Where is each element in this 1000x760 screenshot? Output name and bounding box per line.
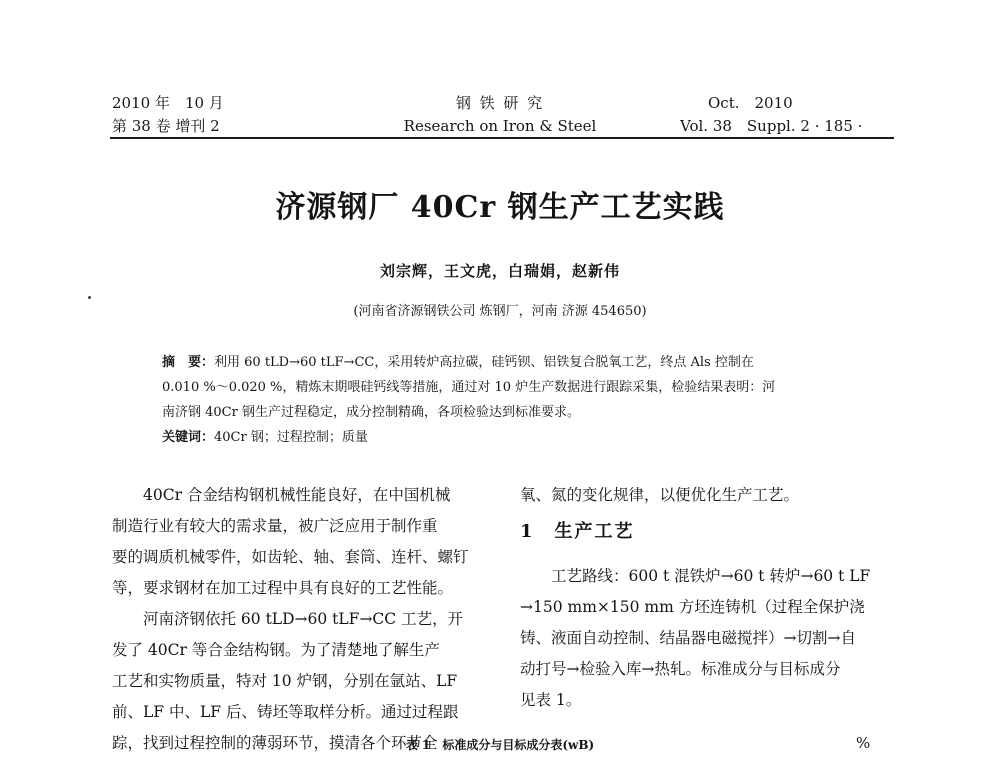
table-unit: % bbox=[856, 734, 871, 752]
journal-name-cn: 钢 铁 研 究 bbox=[455, 94, 545, 112]
left-column bbox=[112, 480, 504, 759]
section-heading: 1 生产工艺 bbox=[520, 521, 635, 542]
body-line: 河南济钢依托 60 tLD→60 tLF→CC 工艺，开 bbox=[112, 610, 464, 628]
abstract-line: 摘 要：利用 60 tLD→60 tLF→CC，采用转炉高拉碳，硅钙钡、铝铁复合脱氧工艺，终点 Als 控制在 bbox=[162, 355, 754, 370]
abstract bbox=[162, 350, 852, 450]
body-line: 动打号→检验入库→热轧。标准成分与目标成分 bbox=[520, 660, 841, 678]
journal-page-info: Vol. 38 Suppl. 2 · 185 · bbox=[680, 117, 863, 135]
body-line: 40Cr 合金结构钢机械性能良好，在中国机械 bbox=[112, 486, 451, 504]
authors: 刘宗辉，王文虎，白瑞娟，赵新伟 bbox=[379, 262, 620, 280]
journal-month-en: Oct. 2010 bbox=[708, 94, 793, 112]
keywords-line bbox=[162, 425, 852, 450]
body-line: 工艺路线：600 t 混铁炉→60 t 转炉→60 t LF bbox=[520, 567, 871, 585]
header-rule bbox=[110, 137, 894, 139]
body-line: 要的调质机械零件，如齿轮、轴、套筒、连杆、螺钉 bbox=[112, 548, 469, 566]
abstract-line: 南济钢 40Cr 钢生产过程稳定，成分控制精确，各项检验达到标准要求。 bbox=[162, 405, 580, 420]
abstract-line: 0.010 %～0.020 %，精炼末期喂硅钙线等措施，通过对 10 炉生产数据进行跟踪采集，检验结果表明：河 bbox=[162, 380, 776, 395]
journal-volume: 第 38 卷 增刊 2 bbox=[112, 117, 220, 135]
right-column bbox=[520, 480, 902, 716]
journal-date: 2010 年 10 月 bbox=[112, 94, 224, 112]
page-title: 济源钢厂 40Cr 钢生产工艺实践 bbox=[275, 190, 725, 225]
scan-speck bbox=[88, 296, 91, 299]
body-line: 工艺和实物质量，特对 10 炉钢，分别在氩站、LF bbox=[112, 672, 458, 690]
table-caption: 表 1 标准成分与目标成分表(wB) bbox=[405, 738, 595, 752]
body-line: 见表 1。 bbox=[520, 691, 582, 709]
affiliation: (河南省济源钢铁公司 炼钢厂，河南 济源 454650) bbox=[353, 304, 647, 319]
abstract-label: 摘 要： bbox=[162, 355, 215, 370]
keywords: 40Cr 钢；过程控制；质量 bbox=[214, 430, 368, 445]
body-line: →150 mm×150 mm 方坯连铸机（过程全保护浇 bbox=[520, 598, 865, 616]
body-line: 发了 40Cr 等合金结构钢。为了清楚地了解生产 bbox=[112, 641, 440, 659]
body-line: 铸、液面自动控制、结晶器电磁搅拌）→切割→自 bbox=[520, 629, 856, 647]
keywords-label: 关键词： bbox=[162, 430, 215, 445]
body-line: 制造行业有较大的需求量，被广泛应用于制作重 bbox=[112, 517, 438, 535]
body-line: 等，要求钢材在加工过程中具有良好的工艺性能。 bbox=[112, 579, 454, 597]
body-line: 前、LF 中、LF 后、铸坯等取样分析。通过过程跟 bbox=[112, 703, 459, 721]
journal-name-en: Research on Iron & Steel bbox=[403, 117, 597, 135]
body-line: 踪，找到过程控制的薄弱环节，摸清各个环节全 bbox=[112, 734, 438, 752]
body-line: 氧、氮的变化规律，以便优化生产工艺。 bbox=[520, 486, 800, 504]
